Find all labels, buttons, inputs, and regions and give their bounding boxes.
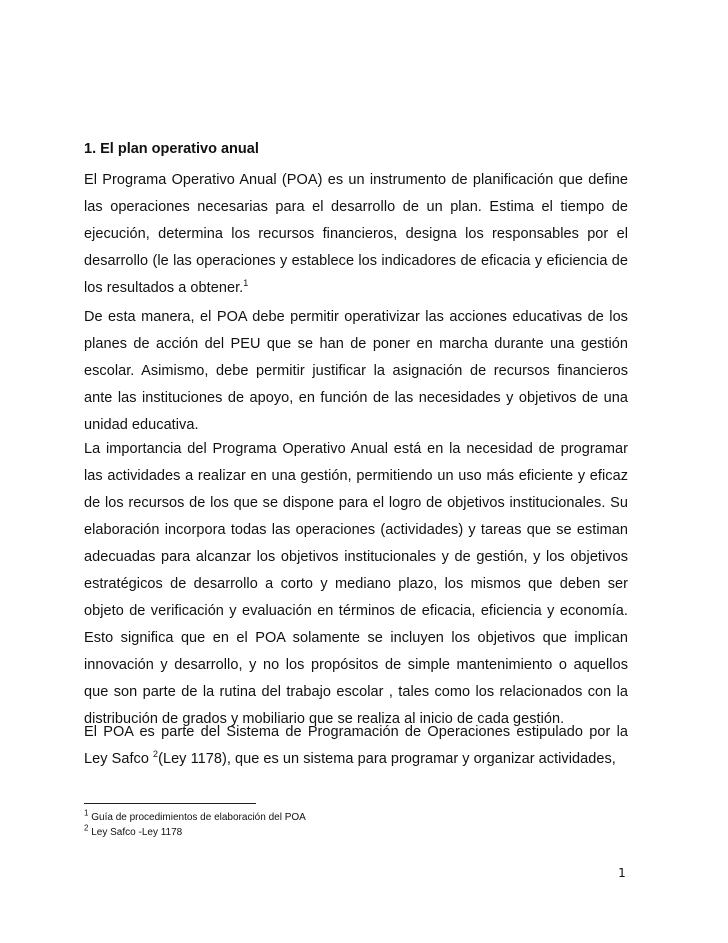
footnote-2 [84,825,306,840]
footnote-2-text: Ley Safco -Ley 1178 [91,827,183,838]
paragraph-4-text-start: El POA es parte del Sistema de Programación de Operaciones estipulado por la Ley Safco [84,724,628,767]
paragraph-1-text: El Programa Operativo Anual (POA) es un instrumento de planificación que define las operaciones necesarias para el desarrollo de un plan. Estima el tiempo de ejecución, determina los recursos financieros, designa los responsables por el desarrollo (le las operaciones y establece los indicadores de eficacia y eficiencia de los resultados a obtener. [84,172,628,296]
footnote-1-text: Guía de procedimientos de elaboración del POA [91,812,306,823]
paragraph-4 [84,719,628,773]
paragraph-4-text-end: (Ley 1178), que es un sistema para programar y organizar actividades, [158,751,616,767]
footnotes [84,810,306,840]
footnote-separator [84,803,256,804]
footnote-1-number: 1 [84,808,89,818]
paragraph-3: La importancia del Programa Operativo Anual está en la necesidad de programar las actividades a realizar en una gestión, permitiendo un uso más eficiente y eficaz de los recursos de los que se dispone para el logro de objetivos institucionales. Su elaboración incorpora todas las operaciones (actividades) y tareas que se estiman adecuadas para alcanzar los objetivos institucionales y de gestión, y los objetivos estratégicos de desarrollo a corto y mediano plazo, los mismos que deben ser objeto de verificación y evaluación en términos de eficacia, eficiencia y economía. Esto significa que en el POA solamente se incluyen los objetivos que implican innovación y desarrollo, y no los propósitos de simple mantenimiento o aquellos que son parte de la rutina del trabajo escolar , tales como los relacionados con la distribución de grados y mobiliario que se realiza al inicio de cada gestión. [84,441,628,727]
footnote-1 [84,810,306,825]
page-number: 1 [618,866,626,880]
footnote-2-number: 2 [84,823,89,833]
footnote-ref-1: 1 [243,278,249,289]
paragraph-2: De esta manera, el POA debe permitir operativizar las acciones educativas de los planes de acción del PEU que se han de poner en marcha durante una gestión escolar. Asimismo, debe permitir justificar la asignación de recursos financieros ante las instituciones de apoyo, en función de las necesidades y objetivos de una unidad educativa. [84,309,628,433]
section-heading: 1. El plan operativo anual [84,141,259,157]
footnote-ref-2: 2 [153,749,159,760]
paragraph-1 [84,167,628,302]
